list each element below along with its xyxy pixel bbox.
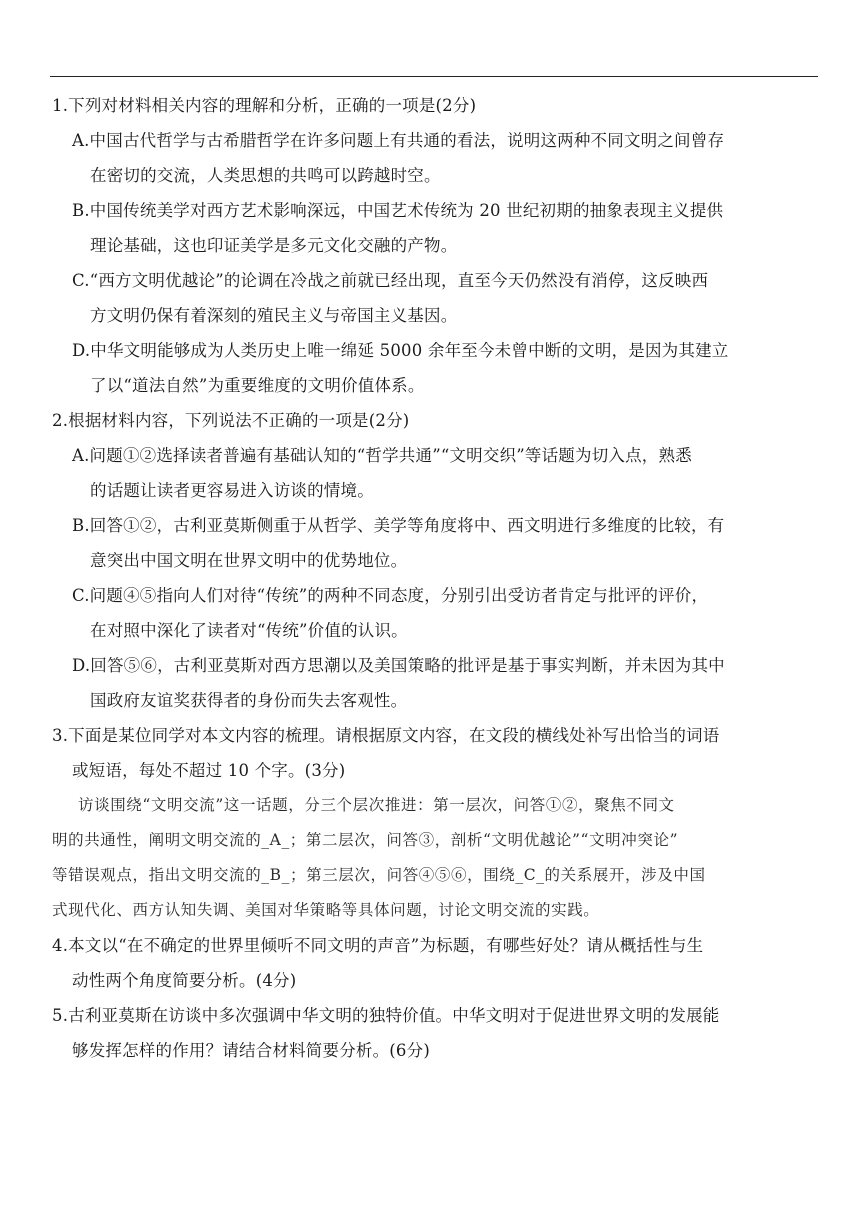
option-line: A.问题①②选择读者普遍有基础认知的“哲学共通”“文明交织”等话题为切入点，熟悉 bbox=[72, 446, 692, 465]
header-rule bbox=[50, 76, 818, 77]
question-4 bbox=[52, 928, 820, 998]
question-2-option-c bbox=[52, 578, 820, 648]
option-line: 理论基础，这也印证美学是多元文化交融的产物。 bbox=[90, 236, 458, 255]
option-line: 的话题让读者更容易进入访谈的情境。 bbox=[90, 481, 374, 500]
option-line: 意突出中国文明在世界文明中的优势地位。 bbox=[90, 551, 408, 570]
option-line: 国政府友谊奖获得者的身份而失去客观性。 bbox=[90, 691, 408, 710]
option-line: D.回答⑤⑥，古利亚莫斯对西方思潮以及美国策略的批评是基于事实判断，并未因为其中 bbox=[72, 656, 725, 675]
question-sheet bbox=[52, 88, 820, 1068]
question-3-stem: 3.下面是某位同学对本文内容的梳理。请根据原文内容，在文段的横线处补写出恰当的词语 bbox=[52, 726, 720, 745]
question-3-passage bbox=[52, 788, 820, 928]
question-1-option-d bbox=[52, 333, 820, 403]
question-1 bbox=[52, 88, 820, 403]
option-line: 方文明仍保有着深刻的殖民主义与帝国主义基因。 bbox=[90, 306, 458, 325]
question-4-stem: 4.本文以“在不确定的世界里倾听不同文明的声音”为标题，有哪些好处？请从概括性与生 bbox=[52, 936, 704, 955]
question-2 bbox=[52, 403, 820, 718]
option-line: B.中国传统美学对西方艺术影响深远，中国艺术传统为 20 世纪初期的抽象表现主义提供 bbox=[72, 201, 724, 220]
passage-line: 明的共通性，阐明文明交流的_A_；第二层次，问答③，剖析“文明优越论”“文明冲突论” bbox=[52, 831, 679, 849]
option-line: 在对照中深化了读者对“传统”价值的认识。 bbox=[90, 621, 408, 640]
option-line: A.中国古代哲学与古希腊哲学在许多问题上有共通的看法，说明这两种不同文明之间曾存 bbox=[72, 131, 725, 150]
option-line: C.“西方文明优越论”的论调在冷战之前就已经出现，直至今天仍然没有消停，这反映西 bbox=[72, 271, 709, 290]
question-5 bbox=[52, 998, 820, 1068]
question-4-stem-cont: 动性两个角度简要分析。(4分) bbox=[72, 971, 297, 990]
option-line: 在密切的交流，人类思想的共鸣可以跨越时空。 bbox=[90, 166, 441, 185]
question-1-option-b bbox=[52, 193, 820, 263]
question-3-stem-cont: 或短语，每处不超过 10 个字。(3分) bbox=[72, 761, 346, 780]
question-1-option-c bbox=[52, 263, 820, 333]
option-line: B.回答①②，古利亚莫斯侧重于从哲学、美学等角度将中、西文明进行多维度的比较，有 bbox=[72, 516, 725, 535]
question-2-option-b bbox=[52, 508, 820, 578]
option-line: D.中华文明能够成为人类历史上唯一绵延 5000 余年至今未曾中断的文明，是因为其建立 bbox=[72, 341, 729, 360]
question-5-stem-cont: 够发挥怎样的作用？请结合材料简要分析。(6分) bbox=[72, 1041, 430, 1060]
passage-line: 访谈围绕“文明交流”这一话题，分三个层次推进：第一层次，问答①②，聚焦不同文 bbox=[78, 796, 675, 814]
passage-line: 等错误观点，指出文明交流的_B_；第三层次，问答④⑤⑥，围绕_C_的关系展开，涉及中国 bbox=[52, 866, 706, 884]
question-1-stem: 1.下列对材料相关内容的理解和分析，正确的一项是(2分) bbox=[52, 96, 477, 115]
passage-line: 式现代化、西方认知失调、美国对华策略等具体问题，讨论文明交流的实践。 bbox=[52, 901, 600, 919]
question-3 bbox=[52, 718, 820, 928]
question-2-option-d bbox=[52, 648, 820, 718]
option-line: 了以“道法自然”为重要维度的文明价值体系。 bbox=[90, 376, 425, 395]
question-2-stem: 2.根据材料内容，下列说法不正确的一项是(2分) bbox=[52, 411, 410, 430]
question-5-stem: 5.古利亚莫斯在访谈中多次强调中华文明的独特价值。中华文明对于促进世界文明的发展能 bbox=[52, 1006, 720, 1025]
question-1-option-a bbox=[52, 123, 820, 193]
option-line: C.问题④⑤指向人们对待“传统”的两种不同态度，分别引出受访者肯定与批评的评价， bbox=[72, 586, 709, 605]
question-2-option-a bbox=[52, 438, 820, 508]
